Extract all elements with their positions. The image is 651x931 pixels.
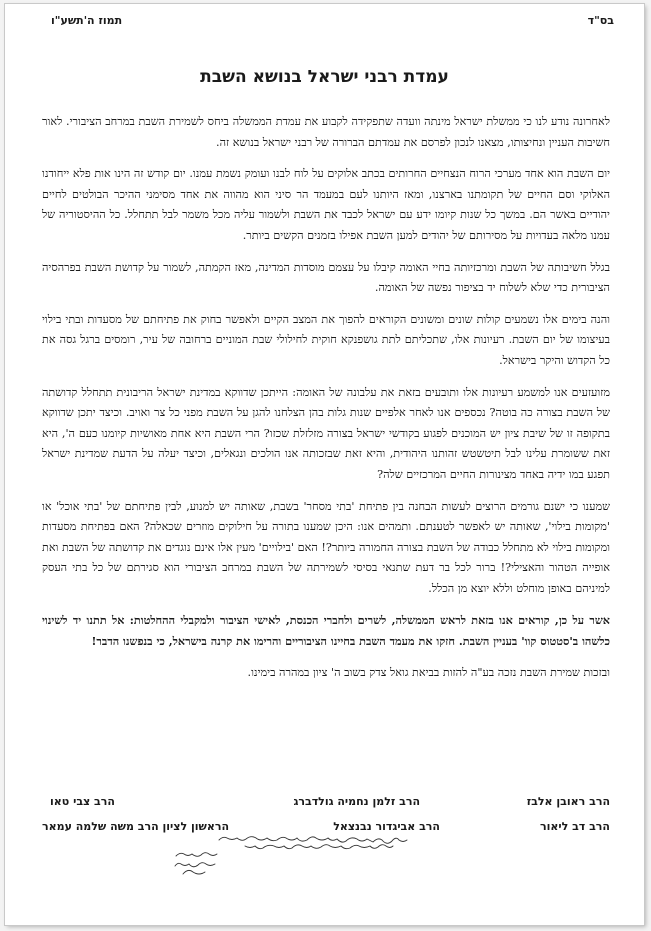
signature-rabbi-nebenzahl: הרב אביגדור נבנצאל	[333, 820, 440, 833]
signature-rabbi-goldberg: הרב זלמן נחמיה גולדברג	[293, 795, 420, 808]
paragraph-call-to-action: אשר על כן, קוראים אנו בזאת לראש הממשלה, לשרים ולחברי הכנסת, לאישי הציבור ולמקבלי ההחלטות: אל תתנו יד לשינוי כלשהו ב'סטטוס קוו' בעניין השבת. חזקו את מעמד השבת בחיינו הציבוריים והרימו את קרנה בישראל, כי בנפשנו הדבר!	[42, 613, 610, 649]
paragraph-shabbat-value: יום השבת הוא אחד מערכי הרוח הנצחיים החרותים בכתב אלוקים על לוח לבנו ועומק נשמת עמנו. יום קודש זה הינו אות פלא ייחודנו האלוקי וסם החיים של תקומתנו בארצנו, ומאז היותנו לעם במעמד הר סיני הוא מהווה את אחד מסימני ההיכר הבולטים לחיים יהודיים באשר הם. במשך כל שנות קיומו ידע עם ישראל לכבד את השבת ולשמור עליה מכל משמר לבל תתחלל. כל ההיסטוריה של עמנו מלאה בעדויות על מסירותם של יהודים למען השבת אפילו בזמנים הקשים ביותר.	[42, 167, 610, 242]
header-date: תמוז ה'תשע"ו	[51, 14, 123, 27]
paragraph-distinction: שמענו כי ישנם גורמים הרוצים לעשות הבחנה בין פתיחת 'בתי מסחר' בשבת, שאותה יש למנוע, לבין פתיחתם של 'בתי אוכל' או 'מקומות בילוי', שאותה יש לאפשר לטענתם. ותמהים אנו: היכן שמענו בתורה על חילוקים מוזרים שכאלה? האם בפתיחת מסעדות ומקומות בילוי לא מתחלל כבודה של השבת בצורה החמורה ביותר?! האם 'בילויים' מעין אלו אינם נוגדים את קדושתה של השבת ואת אופייה הטהור והאצילי?! ברור לכל בר דעת שתנאי בסיסי לשמירתה של השבת במרחב הציבורי הוא סגירתם של כל בתי העסק למיניהם באופן מוחלט וללא יוצא מן הכלל.	[42, 499, 610, 595]
document-page	[5, 4, 644, 925]
signature-rabbi-lior: הרב דב ליאור	[539, 820, 610, 833]
paragraph-state-commitment: בגלל חשיבותה של השבת ומרכזיותה בחיי האומה קיבלו על עצמם מוסדות המדינה, מאז הקמתה, לשמור על קדושת השבת בפרהסיה הציבורית כדי שלא לשלוח יד בציפור נפשה של האומה.	[42, 260, 610, 295]
document-body	[42, 112, 610, 694]
handwritten-note	[157, 832, 419, 880]
signature-rabbi-elbaz: הרב ראובן אלבז	[526, 795, 610, 808]
document-title: עמדת רבני ישראל בנושא השבת	[200, 67, 449, 87]
paragraph-outrage: מזועזעים אנו למשמע רעיונות אלו ותובעים בזאת את עלבונה של האומה: הייתכן שדווקא במדינת ישראל הריבונית תתחלל קדושתה של השבת בצורה כה בוטה? נכספים אנו לאחר אלפיים שנות גלות בהן הצלחנו להגן על השבת מפני כל צר ואויב. וכיצד יתכן שדווקא בתקופה זו של שיבת ציון יש המוכנים לפגוע בקודשי ישראל בצורה מזלזלת שכזו? הרי השבת היא אחת מאושיות קיומנו כעם ה', היא זאת ששומרת עלינו לבל תיטשטש זהותנו היהודית, והיא זאת שבזכותה אנו הולכים ונגאלים, וכיצד יעלה על הדעת שמדינת ישראל תפגע במו ידיה באחד מצינורות החיים המרכזיים שלה?	[42, 385, 610, 481]
paragraph-blessing: ובזכות שמירת השבת נזכה בע"ה להזות בביאת גואל צדק בשוב ה' ציון במהרה בימינו.	[247, 665, 610, 679]
signature-rabbi-tau: הרב צבי טאו	[50, 795, 115, 808]
paragraph-new-proposals: והנה בימים אלו נשמעים קולות שונים ומשונים הקוראים להפוך את המצב הקיים ולאפשר בחוק את פתיחתם של מסעדות ובתי בילוי בעיצומו של יום השבת. רעיונות אלו, שתכליתם לתת גושפנקא חוקית לחילולי שבת המוניים ברחובה של עיר, רומסים ברגל גסה את כל הקדוש והיקר בישראל.	[42, 312, 610, 367]
signature-rabbi-amar: הראשון לציון הרב משה שלמה עמאר	[42, 820, 230, 833]
header-bsd: בס"ד	[587, 14, 614, 27]
paragraph-intro: לאחרונה נודע לנו כי ממשלת ישראל מינתה וועדה שתפקידה לקבוע את עמדת הממשלה ביחס לשמירת השבת במרחב הציבורי. לאור חשיבות העניין ונחיצותו, מצאנו לנכון לפרסם את עמדתם הברורה של רבני ישראל בנושא זה.	[42, 115, 610, 149]
